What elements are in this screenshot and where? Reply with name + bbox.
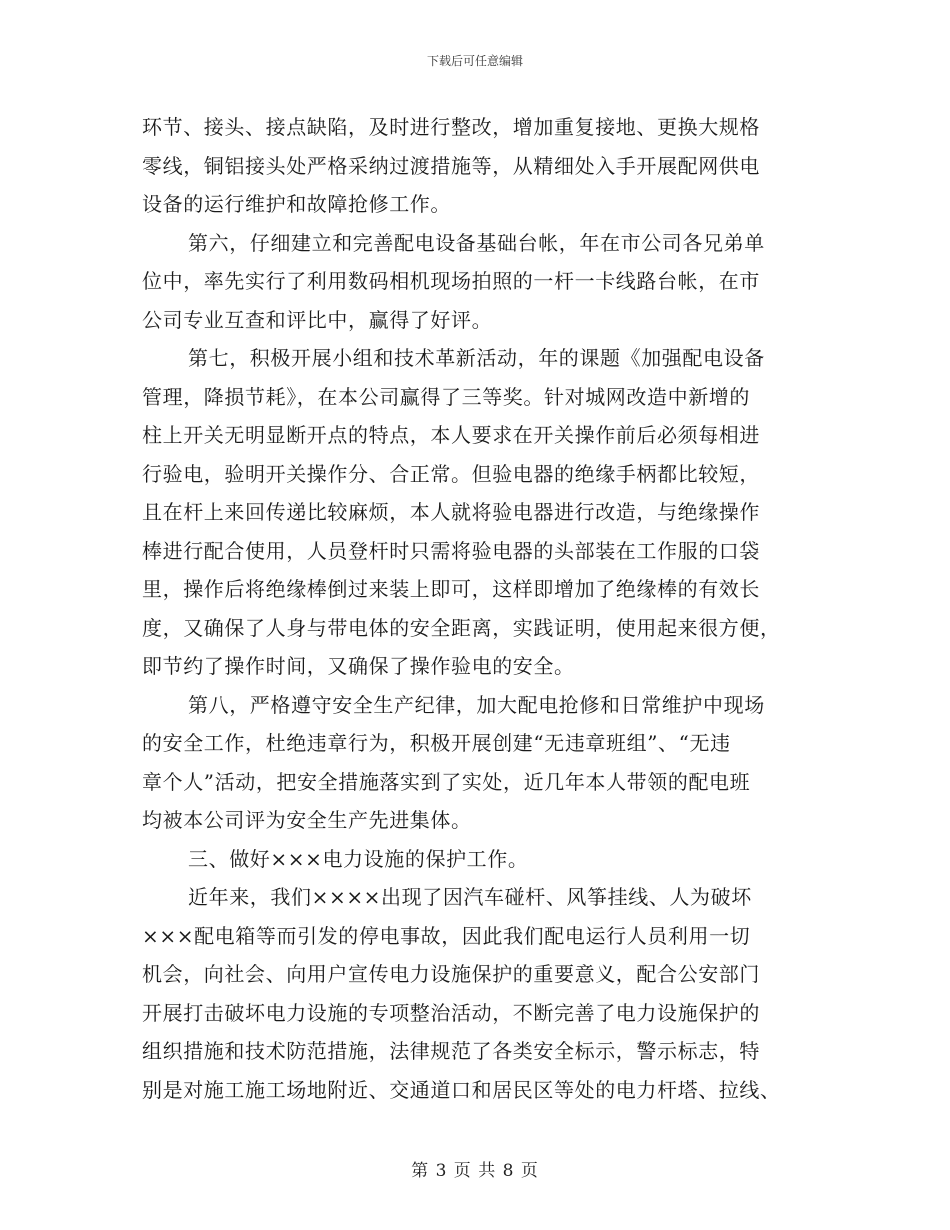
text-line: 别是对施工施工场地附近、交通道口和居民区等处的电力杆塔、拉线、 bbox=[142, 1077, 781, 1102]
text-line: 机会，向社会、向用户宣传电力设施保护的重要意义，配合公安部门 bbox=[142, 962, 760, 986]
text-line: 即节约了操作时间，又确保了操作验电的安全。 bbox=[142, 654, 575, 678]
text-line: 柱上开关无明显断开点的特点，本人要求在开关操作前后必须每相进 bbox=[142, 423, 760, 447]
text-line: 均被本公司评为安全生产先进集体。 bbox=[142, 808, 472, 832]
text-line: 且在杆上来回传递比较麻烦，本人就将验电器进行改造，与绝缘操作 bbox=[142, 500, 760, 524]
text-line: 设备的运行维护和故障抢修工作。 bbox=[142, 192, 451, 216]
paragraph-start-line: 第八，严格遵守安全生产纪律，加大配电抢修和日常维护中现场 bbox=[188, 692, 765, 717]
paragraph-start-line: 第六，仔细建立和完善配电设备基础台帐，年在市公司各兄弟单 bbox=[188, 230, 765, 255]
text-line: 的安全工作，杜绝违章行为，积极开展创建“无违章班组”、“无违 bbox=[142, 731, 731, 755]
document-body bbox=[142, 108, 814, 1109]
text-line: 章个人”活动，把安全措施落实到了实处，近几年本人带领的配电班 bbox=[142, 769, 751, 794]
text-line: 组织措施和技术防范措施，法律规范了各类安全标示，警示标志，特 bbox=[142, 1039, 760, 1063]
paragraph-start-line: 第七，积极开展小组和技术革新活动，年的课题《加强配电设备 bbox=[188, 346, 765, 370]
text-line: 位中，率先实行了利用数码相机现场拍照的一杆一卡线路台帐，在市 bbox=[142, 269, 760, 293]
text-line: 环节、接头、接点缺陷，及时进行整改，增加重复接地、更换大规格 bbox=[142, 115, 760, 139]
section-heading: 三、做好×××电力设施的保护工作。 bbox=[188, 846, 529, 871]
text-line: 开展打击破坏电力设施的专项整治活动，不断完善了电力设施保护的 bbox=[142, 1000, 760, 1025]
page-number-footer: 第 3 页 共 8 页 bbox=[411, 1161, 539, 1181]
text-line: 管理，降损节耗》，在本公司赢得了三等奖。针对城网改造中新增的 bbox=[142, 384, 750, 409]
text-line: 零线，铜铝接头处严格采纳过渡措施等，从精细处入手开展配网供电 bbox=[142, 153, 760, 178]
text-line: 度，又确保了人身与带电体的安全距离，实践证明，使用起来很方便， bbox=[142, 615, 781, 640]
text-line: 里，操作后将绝缘棒倒过来装上即可，这样即增加了绝缘棒的有效长 bbox=[142, 577, 760, 601]
text-line: 行验电，验明开关操作分、合正常。但验电器的绝缘手柄都比较短， bbox=[142, 461, 760, 486]
text-line: 棒进行配合使用，人员登杆时只需将验电器的头部装在工作服的口袋 bbox=[142, 538, 760, 563]
text-line: 公司专业互查和评比中，赢得了好评。 bbox=[142, 307, 493, 332]
text-line: ×××配电箱等而引发的停电事故，因此我们配电运行人员利用一切 bbox=[142, 923, 751, 948]
paragraph-start-line: 近年来，我们××××出现了因汽车碰杆、风筝挂线、人为破坏 bbox=[188, 885, 752, 909]
page-header: 下载后可任意编辑 bbox=[426, 54, 523, 68]
